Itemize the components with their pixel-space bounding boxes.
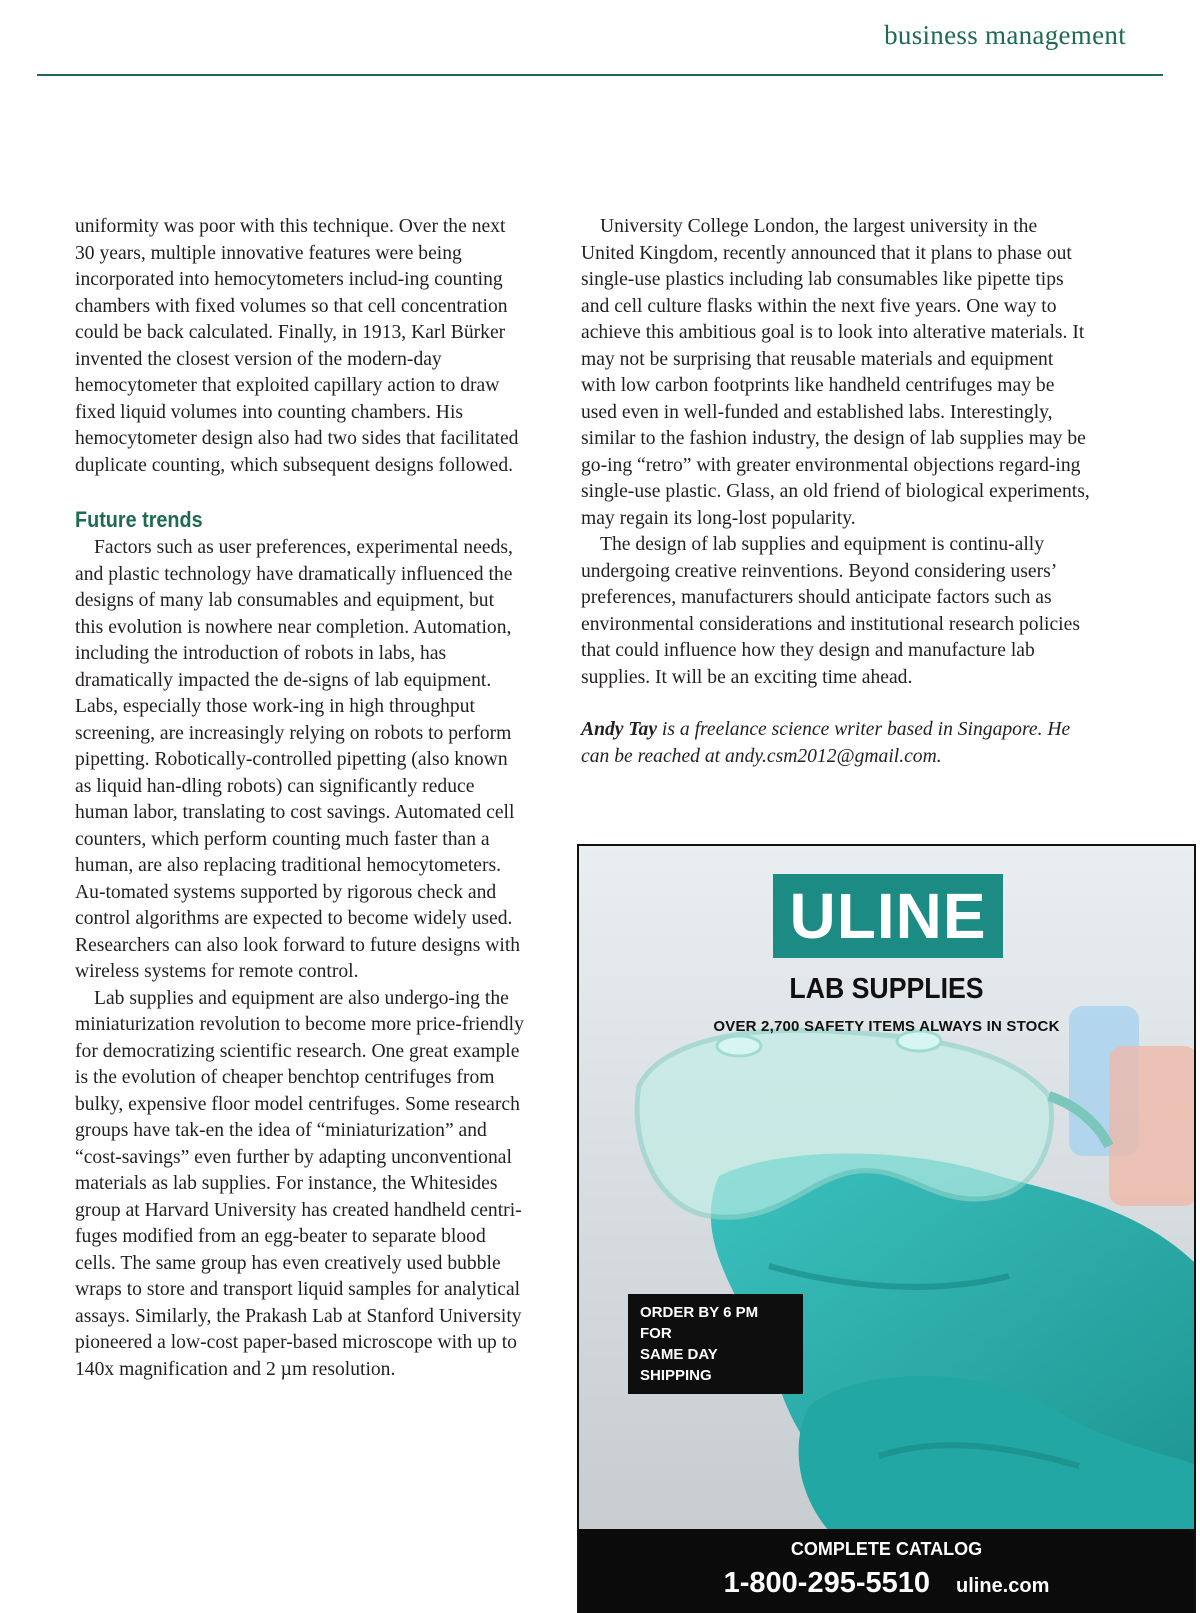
paragraph: Factors such as user preferences, experimental needs, and plastic technology have dramatically influenced the designs of many lab consumables and equipment, but this evolution is nowhere near completion. Automation, including the introduction of robots in labs, has dramatically impacted the de-signs of lab equipment. Labs, especially those work-ing in high throughput screening, are increasingly relying on robots to perform pipetting. Robotically-controlled pipetting (also known as liquid han-dling robots) can significantly reduce human labor, translating to cost savings. Automated cell counters, which perform counting much faster than a human, are also replacing traditional hemocytometers. Au-tomated systems supported by rigorous check and control algorithms are expected to become widely used. Researchers can also look forward to future designs with wireless systems for remote control. xyxy=(75,537,521,982)
catalog-label: COMPLETE CATALOG xyxy=(790,1539,983,1559)
shipping-callout xyxy=(628,1294,803,1394)
uline-advertisement[interactable] xyxy=(577,844,1196,1613)
paragraph: uniformity was poor with this technique. Over the next 30 years, multiple innovative features were being incorporated into hemocytometers includ-ing counting chambers with fixed volumes so that cell concentration could be back calculated. Finally, in 1913, Karl Bürker invented the closest version of the modern-day hemocytometer that exploited capillary action to draw fixed liquid volumes into counting chambers. His hemocytometer design also had two sides that facilitated duplicate counting, which subsequent designs followed. xyxy=(75,216,519,476)
shipping-callout-line: SAME DAY SHIPPING xyxy=(640,1346,718,1384)
shipping-callout-line: ORDER BY 6 PM FOR xyxy=(640,1304,759,1342)
author-bio: is a freelance science writer based in Singapore. He can be reached at andy.csm2012@gmail.com. xyxy=(581,719,1071,767)
paragraph: The design of lab supplies and equipment is continu-ally undergoing creative reinventions. Beyond considering users’ preferences, manufacturers should anticipate factors such as environmental considerations and institutional research policies that could influence how they design and manufacture lab supplies. It will be an exciting time ahead. xyxy=(581,534,1080,688)
left-column xyxy=(75,214,525,1383)
pink-beaker-icon xyxy=(1109,1046,1196,1206)
ad-footer xyxy=(579,1529,1194,1613)
uline-logo xyxy=(773,874,1003,958)
paragraph: Lab supplies and equipment are also undergo-ing the miniaturization revolution to become more price-friendly for democratizing scientific research. One great example is the evolution of cheaper benchtop centrifuges from bulky, expensive floor model centrifuges. Some research groups have tak-en the idea of “miniaturization” and “cost-savings” even further by adapting unconventional materials as lab supplies. For instance, the Whitesides group at Harvard University has created handheld centri-fuges modified from an egg-beater to separate blood cells. The same group has even creatively used bubble wraps to store and transport liquid samples for analytical assays. Similarly, the Prakash Lab at Stanford University pioneered a low-cost paper-based microscope with up to 140x magnification and 2 µm resolution. xyxy=(75,987,524,1380)
contact-row xyxy=(579,1567,1194,1600)
author-name: Andy Tay xyxy=(581,719,658,740)
ad-title: LAB SUPPLIES xyxy=(789,973,984,1005)
phone-number[interactable]: 1-800-295-5510 xyxy=(723,1567,931,1599)
paragraph: University College London, the largest university in the United Kingdom, recently announced that it plans to phase out single-use plastics including lab consumables like pipette tips and cell culture flasks within the next five years. One way to achieve this ambitious goal is to look into alterative materials. It may not be surprising that reusable materials and equipment with low carbon footprints like handheld centrifuges may be used even in well-funded and established labs. Interestingly, similar to the fashion industry, the design of lab supplies may be go-ing “retro” with greater environmental objections regard-ing single-use plastic. Glass, an old friend of biological experiments, may regain its long-lost popularity. xyxy=(581,216,1090,529)
ad-subtitle: OVER 2,700 SAFETY ITEMS ALWAYS IN STOCK xyxy=(713,1018,1060,1035)
uline-logo-text: ULINE xyxy=(789,880,987,952)
header-rule xyxy=(37,74,1163,76)
running-head: business management xyxy=(884,20,1126,50)
right-column xyxy=(581,214,1091,770)
website-link[interactable]: uline.com xyxy=(956,1575,1050,1597)
author-byline xyxy=(581,717,1091,770)
section-heading: Future trends xyxy=(75,507,203,532)
